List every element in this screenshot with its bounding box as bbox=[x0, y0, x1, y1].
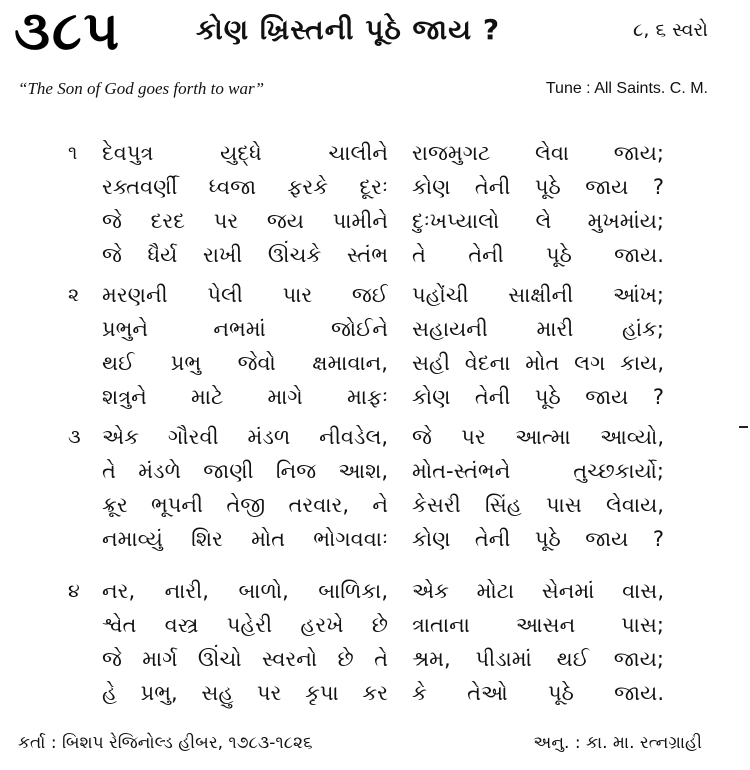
line-left: તે મંડળે જાણી નિજ આશ, bbox=[102, 459, 388, 483]
verse-line bbox=[0, 312, 750, 346]
verse-number: ૩ bbox=[68, 426, 81, 448]
verse-number: ૪ bbox=[68, 580, 80, 602]
meter-label: ૮, ૬ સ્વરો bbox=[632, 19, 708, 41]
verse-line bbox=[0, 454, 750, 488]
line-right: કોણ તેની પૂઠે જાય ? bbox=[412, 527, 664, 551]
english-title: “The Son of God goes forth to war” bbox=[18, 79, 265, 98]
line-right: પહોંચી સાક્ષીની આંખ; bbox=[412, 283, 664, 307]
line-left: પ્રભુને નભમાં જોઈને bbox=[102, 317, 388, 341]
line-right: દુઃખપ્યાલો લે મુખમાંય; bbox=[412, 209, 664, 233]
line-left: એક ગૌરવી મંડળ નીવડેલ, bbox=[102, 425, 388, 449]
verse-line bbox=[0, 488, 750, 522]
stanza-1 bbox=[0, 136, 750, 272]
translator-credit: અનુ. : કા. મા. રત્નગ્રાહી bbox=[533, 733, 702, 753]
verse-line bbox=[0, 676, 750, 710]
line-left: થઈ પ્રભુ જેવો ક્ષમાવાન, bbox=[102, 351, 388, 375]
line-right: મોત-સ્તંભને તુચ્છકાર્યો; bbox=[412, 459, 664, 483]
line-right: જે પર આત્મા આવ્યો, bbox=[412, 425, 664, 449]
verse-line bbox=[0, 238, 750, 272]
line-left: દેવપુત્ર યુદ્ધે ચાલીને bbox=[102, 141, 388, 165]
line-right: ત્રાતાના આસન પાસ; bbox=[412, 613, 664, 637]
author-credit: કર્તા : બિશપ રેજિનોલ્ડ હીબર, ૧૭૮૩-૧૮૨૬ bbox=[18, 733, 313, 753]
verse-number: ૧ bbox=[68, 142, 78, 164]
margin-mark bbox=[739, 426, 748, 428]
line-right: સહાયની મારી હાંક; bbox=[412, 317, 664, 341]
verse-line bbox=[0, 574, 750, 608]
verse-line bbox=[0, 522, 750, 556]
line-right: એક મોટા સેનમાં વાસ, bbox=[412, 579, 664, 603]
line-right: કે તેઓ પૂઠે જાય. bbox=[412, 681, 664, 705]
verse-line bbox=[0, 204, 750, 238]
line-left: શ્વેત વસ્ત્ર પહેરી હરખે છે bbox=[102, 613, 388, 637]
hymn-title: કોણ ખ્રિસ્તની પૂઠે જાય ? bbox=[196, 13, 501, 46]
verse-line bbox=[0, 420, 750, 454]
hymn-number: ૩૮૫ bbox=[14, 0, 122, 62]
line-left: નમાવ્યું શિર મોત ભોગવવાઃ bbox=[102, 527, 388, 551]
verse-line bbox=[0, 642, 750, 676]
verse-line bbox=[0, 170, 750, 204]
line-left: ક્રૂર ભૂપની તેજી તરવાર, ને bbox=[102, 493, 388, 517]
verse-line bbox=[0, 608, 750, 642]
line-right: કોણ તેની પૂઠે જાય ? bbox=[412, 175, 664, 199]
line-right: રાજમુગટ લેવા જાય; bbox=[412, 141, 664, 165]
verse-line bbox=[0, 278, 750, 312]
verse-line bbox=[0, 346, 750, 380]
tune-label: Tune : All Saints. C. M. bbox=[545, 80, 708, 97]
line-left: હે પ્રભુ, સહુ પર કૃપા કર bbox=[102, 681, 388, 705]
stanza-3 bbox=[0, 420, 750, 556]
line-left: નર, નારી, બાળો, બાળિકા, bbox=[102, 579, 388, 603]
line-left: રક્તવર્ણી ધ્વજા ફરકે દૂરઃ bbox=[102, 175, 388, 199]
line-left: શત્રુને માટે માગે માફઃ bbox=[102, 385, 388, 409]
verse-number: ૨ bbox=[68, 284, 80, 306]
line-left: જે ધૈર્ય રાખી ઊંચકે સ્તંભ bbox=[102, 243, 388, 267]
line-right: સહી વેદના મોત લગ કાય, bbox=[412, 351, 664, 375]
line-right: કેસરી સિંહ પાસ લેવાય, bbox=[412, 493, 664, 517]
line-left: મરણની પેલી પાર જઈ bbox=[102, 283, 388, 307]
stanza-2 bbox=[0, 278, 750, 414]
line-left: જે માર્ગ ઊંચો સ્વરનો છે તે bbox=[102, 647, 388, 671]
verse-line bbox=[0, 380, 750, 414]
verse-line bbox=[0, 136, 750, 170]
line-right: શ્રમ, પીડામાં થઈ જાય; bbox=[412, 647, 664, 671]
line-right: તે તેની પૂઠે જાય. bbox=[412, 243, 664, 267]
stanza-4 bbox=[0, 574, 750, 710]
line-left: જે દરદ પર જય પામીને bbox=[102, 209, 388, 233]
line-right: કોણ તેની પૂઠે જાય ? bbox=[412, 385, 664, 409]
